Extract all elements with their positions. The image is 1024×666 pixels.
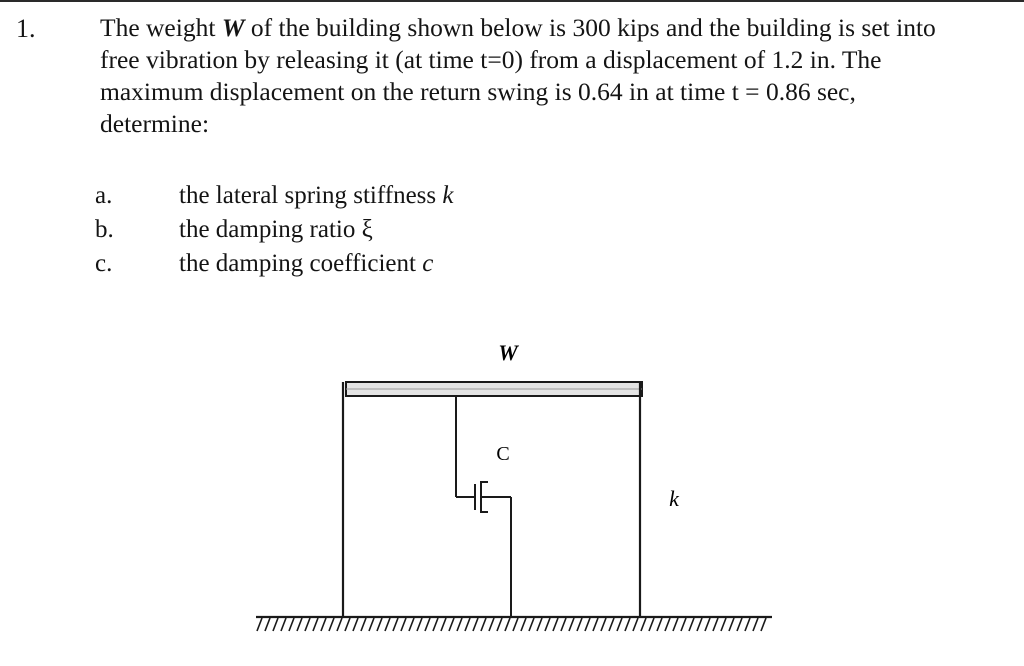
spring-stiffness-label: k [669,486,679,511]
damper-label: C [496,443,510,465]
ground-hatching [257,618,766,631]
item-label: b. [95,216,114,243]
problem-number: 1. [16,14,36,43]
item-variable: c [422,250,434,277]
item-variable: ξ [361,216,373,243]
statement-line-3: maximum displacement on the return swing is 0.64 in at time t = 0.86 sec, [100,77,856,106]
item-text: the damping ratio [179,216,362,243]
statement-line-1: The weight W of the building shown below is 300 kips and the building is set into [100,13,936,42]
item-label: a. [95,182,113,209]
weight-variable: W [221,13,245,42]
damper [456,396,511,617]
item-label: c. [95,250,113,277]
item-text: the lateral spring stiffness [179,182,443,209]
statement-line-4: determine: [100,109,210,138]
statement-line-2: free vibration by releasing it (at time t=0) from a displacement of 1.2 in. The [100,45,882,74]
weight-label: W [498,340,518,365]
item-text: the damping coefficient [179,250,423,277]
item-variable: k [442,182,454,209]
